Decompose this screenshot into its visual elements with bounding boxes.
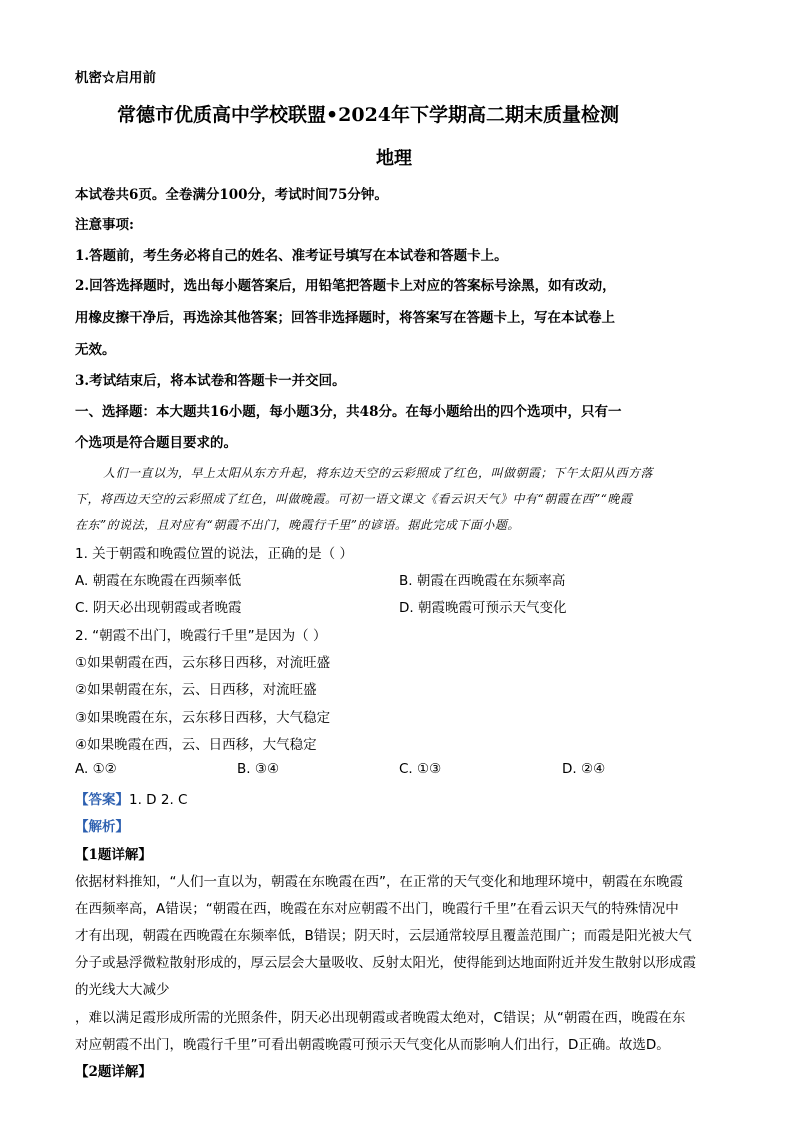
exam-title: 常德市优质高中学校联盟•2024年下学期高二期末质量检测 <box>117 104 620 126</box>
question-2-option-d: D. ②④ <box>562 761 606 777</box>
question-2-stem: 2. “朝霞不出门，晚霞行千里”是因为（ ） <box>75 628 327 644</box>
notice-item-2-line-3: 无效。 <box>75 342 116 358</box>
notice-item-1: 1.答题前，考生务必将自己的姓名、准考证号填写在本试卷和答题卡上。 <box>75 248 508 264</box>
detail-line-1: 依据材料推知，“人们一直以为，朝霞在东晚霞在西”，在正常的天气变化和地理环境中，朝霞在东晚霞 <box>75 874 683 890</box>
question-2-statement-2: ②如果朝霞在东，云、日西移，对流旺盛 <box>75 682 317 698</box>
detail-line-4: 分子或悬浮微粒散射形成的，厚云层会大量吸收、反射太阳光，使得能到达地面附近并发生散射以形成霞 <box>75 955 696 971</box>
section-heading-line-2: 个选项是符合题目要求的。 <box>75 435 237 451</box>
notice-item-2-line-1: 2.回答选择题时，选出每小题答案后，用铅笔把答题卡上对应的答案标号涂黑，如有改动， <box>75 278 616 294</box>
notice-item-3: 3.考试结束后，将本试卷和答题卡一并交回。 <box>75 373 346 389</box>
question-2-statement-4: ④如果晚霞在西，云、日西移，大气稳定 <box>75 737 317 753</box>
passage-line-2: 下，将西边天空的云彩照成了红色，叫做晚霞。可初一语文课文《看云识天气》中有“朝霞在西”“晚霞 <box>75 492 633 506</box>
question-2-statement-1: ①如果朝霞在西，云东移日西移，对流旺盛 <box>75 655 331 671</box>
question-2-option-c: C. ①③ <box>399 761 442 777</box>
detail-line-5: 的光线大大减少 <box>75 982 170 998</box>
detail-line-2: 在西频率高，A错误；“朝霞在西，晚霞在东对应朝霞不出门，晚霞行千里”在看云识天气的特殊情况中 <box>75 901 679 917</box>
question-2-statement-3: ③如果晚霞在东，云东移日西移，大气稳定 <box>75 710 331 726</box>
passage-line-1: 人们一直以为，早上太阳从东方升起，将东边天空的云彩照成了红色，叫做朝霞；下午太阳从西方落 <box>103 466 654 480</box>
question-2-option-b: B. ③④ <box>237 761 280 777</box>
exam-summary: 本试卷共6页。全卷满分100分，考试时间75分钟。 <box>75 187 388 203</box>
question-2-option-a: A. ①② <box>75 761 117 777</box>
detail-line-6: ，难以满足霞形成所需的光照条件，阴天必出现朝霞或者晚霞太绝对，C错误；从“朝霞在西，晚霞在东 <box>75 1010 686 1026</box>
question-1-stem: 1. 关于朝霞和晚霞位置的说法，正确的是（ ） <box>75 546 353 562</box>
question-2-detail-heading: 【2题详解】 <box>75 1064 152 1080</box>
section-heading-line-1: 一、选择题：本大题共16小题，每小题3分，共48分。在每小题给出的四个选项中，只有一 <box>75 404 622 420</box>
confidential-mark: 机密☆启用前 <box>75 70 156 86</box>
answer-tag: 【答案】 <box>75 792 129 808</box>
notice-heading: 注意事项: <box>75 217 134 233</box>
subject-title: 地理 <box>376 148 412 169</box>
passage-line-3: 在东”的说法，且对应有“朝霞不出门，晚霞行千里”的谚语。据此完成下面小题。 <box>75 518 520 532</box>
question-1-option-d: D. 朝霞晚霞可预示天气变化 <box>399 600 567 616</box>
question-1-option-a: A. 朝霞在东晚霞在西频率低 <box>75 573 242 589</box>
notice-item-2-line-2: 用橡皮擦干净后，再选涂其他答案；回答非选择题时，将答案写在答题卡上，写在本试卷上 <box>75 310 615 326</box>
answer-text: 1. D 2. C <box>129 792 188 808</box>
question-1-detail-heading: 【1题详解】 <box>75 847 152 863</box>
detail-line-7: 对应朝霞不出门，晚霞行千里”可看出朝霞晚霞可预示天气变化从而影响人们出行，D正确。故选D。 <box>75 1037 670 1053</box>
question-1-option-c: C. 阴天必出现朝霞或者晚霞 <box>75 600 242 616</box>
question-1-option-b: B. 朝霞在西晚霞在东频率高 <box>399 573 566 589</box>
answer-row <box>75 788 187 808</box>
analysis-tag: 【解析】 <box>75 819 129 835</box>
detail-line-3: 才有出现，朝霞在西晚霞在东频率低，B错误；阴天时，云层通常较厚且覆盖范围广；而霞是阳光被大气 <box>75 928 692 944</box>
